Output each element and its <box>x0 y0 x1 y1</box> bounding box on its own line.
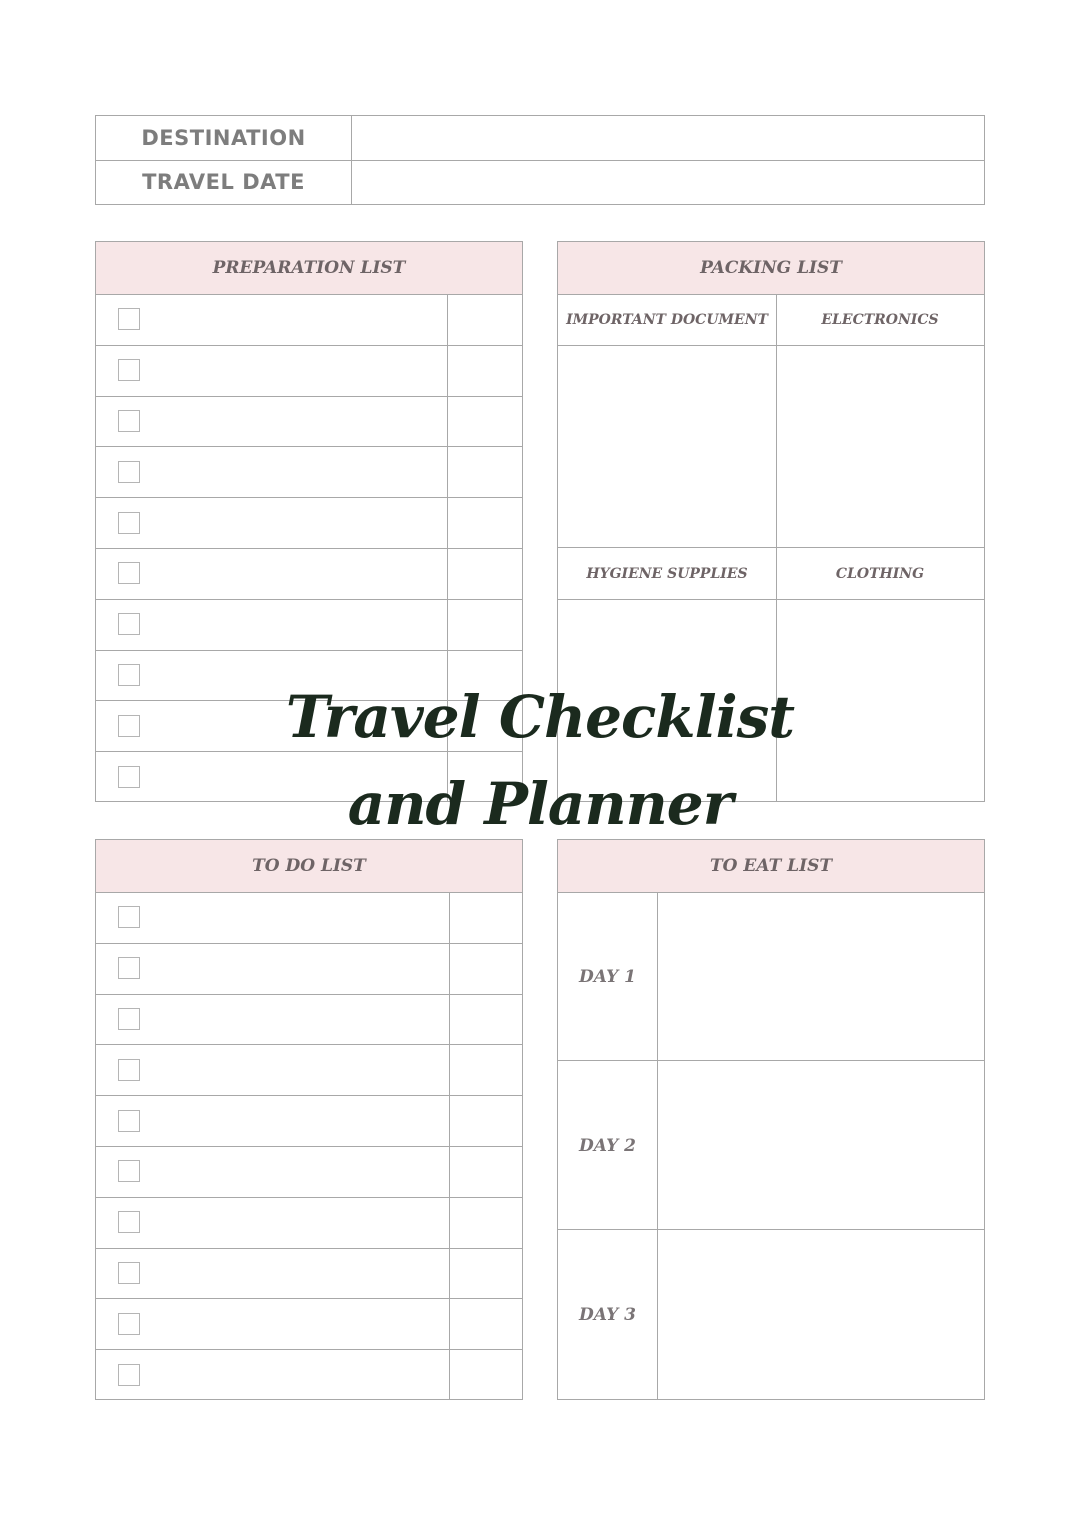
preparation-list-title: PREPARATION LIST <box>96 242 522 295</box>
day-3-label: DAY 3 <box>579 1304 636 1325</box>
preparation-row <box>96 294 522 346</box>
destination-field[interactable] <box>352 116 984 160</box>
todo-row <box>96 1146 522 1198</box>
destination-label: DESTINATION <box>96 116 352 160</box>
preparation-item-field[interactable] <box>152 548 448 599</box>
preparation-item-field[interactable] <box>152 345 448 396</box>
to-eat-list-panel <box>557 839 985 1400</box>
checkbox[interactable] <box>118 1313 140 1335</box>
todo-row <box>96 1349 522 1400</box>
checkbox[interactable] <box>118 1008 140 1030</box>
checkbox[interactable] <box>118 664 140 686</box>
todo-item-field[interactable] <box>152 1095 450 1146</box>
day-3-area[interactable] <box>658 1230 984 1399</box>
preparation-note-field[interactable] <box>447 548 522 599</box>
todo-row <box>96 994 522 1046</box>
trip-info-table <box>95 115 985 205</box>
checkbox[interactable] <box>118 359 140 381</box>
travel-date-row <box>96 160 984 204</box>
checkbox[interactable] <box>118 1211 140 1233</box>
todo-note-field[interactable] <box>449 1044 522 1095</box>
day-2-label: DAY 2 <box>579 1135 636 1156</box>
todo-note-field[interactable] <box>449 892 522 943</box>
checkbox[interactable] <box>118 308 140 330</box>
todo-note-field[interactable] <box>449 943 522 994</box>
checkbox[interactable] <box>118 562 140 584</box>
checkbox[interactable] <box>118 1262 140 1284</box>
todo-note-field[interactable] <box>449 1349 522 1400</box>
preparation-row <box>96 396 522 448</box>
todo-item-field[interactable] <box>152 1298 450 1349</box>
day-2-area[interactable] <box>658 1061 984 1230</box>
todo-row <box>96 1095 522 1147</box>
checkbox[interactable] <box>118 613 140 635</box>
preparation-item-field[interactable] <box>152 599 448 650</box>
todo-row <box>96 943 522 995</box>
important-document-area[interactable] <box>558 345 776 548</box>
electronics-area[interactable] <box>777 345 984 548</box>
clothing-header: CLOTHING <box>776 548 984 600</box>
preparation-row <box>96 446 522 498</box>
preparation-row <box>96 497 522 549</box>
todo-note-field[interactable] <box>449 1095 522 1146</box>
preparation-note-field[interactable] <box>447 446 522 497</box>
preparation-row <box>96 599 522 651</box>
travel-date-label: TRAVEL DATE <box>96 160 352 204</box>
preparation-note-field[interactable] <box>447 396 522 447</box>
travel-date-field[interactable] <box>352 160 984 204</box>
todo-row <box>96 1197 522 1249</box>
todo-item-field[interactable] <box>152 994 450 1045</box>
checkbox[interactable] <box>118 1059 140 1081</box>
todo-row <box>96 1044 522 1096</box>
todo-item-field[interactable] <box>152 892 450 943</box>
todo-item-field[interactable] <box>152 1197 450 1248</box>
checkbox[interactable] <box>118 410 140 432</box>
checkbox[interactable] <box>118 957 140 979</box>
preparation-note-field[interactable] <box>447 599 522 650</box>
preparation-item-field[interactable] <box>152 294 448 345</box>
checkbox[interactable] <box>118 461 140 483</box>
preparation-note-field[interactable] <box>447 345 522 396</box>
todo-list-title: TO DO LIST <box>96 840 522 893</box>
todo-item-field[interactable] <box>152 1248 450 1299</box>
preparation-note-field[interactable] <box>447 294 522 345</box>
electronics-header: ELECTRONICS <box>776 294 984 346</box>
todo-item-field[interactable] <box>152 943 450 994</box>
preparation-item-field[interactable] <box>152 446 448 497</box>
todo-note-field[interactable] <box>449 994 522 1045</box>
destination-row <box>96 116 984 161</box>
todo-item-field[interactable] <box>152 1146 450 1197</box>
preparation-note-field[interactable] <box>447 497 522 548</box>
day-1-area[interactable] <box>658 892 984 1061</box>
preparation-row <box>96 548 522 600</box>
todo-row <box>96 892 522 944</box>
preparation-row <box>96 345 522 397</box>
todo-row <box>96 1298 522 1350</box>
page-title-line-1: Travel Checklist <box>285 683 795 751</box>
checkbox[interactable] <box>118 1364 140 1386</box>
packing-list-title: PACKING LIST <box>558 242 984 295</box>
to-eat-list-title: TO EAT LIST <box>558 840 984 893</box>
todo-item-field[interactable] <box>152 1044 450 1095</box>
day-1-label: DAY 1 <box>579 966 636 987</box>
preparation-item-field[interactable] <box>152 396 448 447</box>
todo-note-field[interactable] <box>449 1298 522 1349</box>
hygiene-supplies-header: HYGIENE SUPPLIES <box>558 548 776 600</box>
checkbox[interactable] <box>118 1110 140 1132</box>
todo-row <box>96 1248 522 1300</box>
todo-note-field[interactable] <box>449 1146 522 1197</box>
checkbox[interactable] <box>118 906 140 928</box>
checkbox[interactable] <box>118 1160 140 1182</box>
todo-rows <box>96 892 522 1400</box>
checkbox[interactable] <box>118 512 140 534</box>
important-document-header: IMPORTANT DOCUMENT <box>558 294 776 346</box>
todo-note-field[interactable] <box>449 1248 522 1299</box>
todo-note-field[interactable] <box>449 1197 522 1248</box>
page-title-line-2: and Planner <box>347 770 733 838</box>
todo-item-field[interactable] <box>152 1349 450 1400</box>
preparation-item-field[interactable] <box>152 497 448 548</box>
todo-list-panel <box>95 839 523 1400</box>
